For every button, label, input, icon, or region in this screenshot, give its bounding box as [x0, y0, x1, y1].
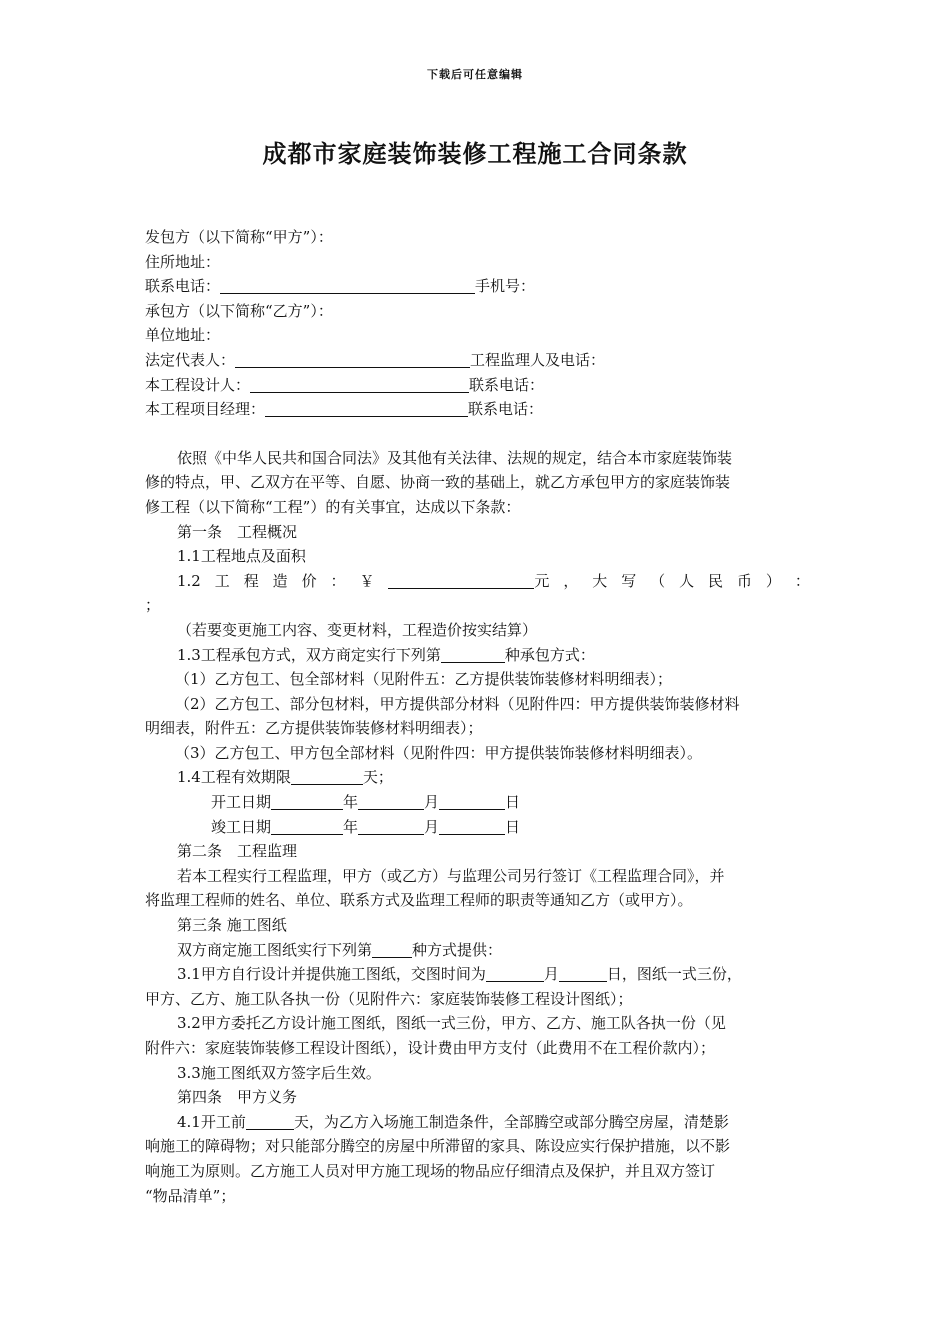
year-blank — [271, 793, 343, 810]
year-label: 年 — [343, 793, 359, 812]
clause-token: ， — [563, 571, 579, 590]
designer-blank — [250, 376, 469, 393]
manager-label: 本工程项目经理： — [145, 400, 266, 419]
designer-phone-label: 联系电话： — [469, 375, 545, 394]
article-1 — [145, 520, 810, 840]
method-blank — [372, 941, 412, 958]
intro-line: 依照《中华人民共和国合同法》及其他有关法律、法规的规定，结合本市家庭装饰装 — [177, 448, 733, 467]
clause-text: 4.1开工前 — [177, 1112, 246, 1131]
method-blank — [441, 646, 505, 663]
end-date-label: 竣工日期 — [211, 817, 272, 836]
manager-line — [145, 397, 810, 422]
clause-token: 币 — [736, 571, 752, 590]
option-2: （2）乙方包工、部分包材料，甲方提供部分材料（见附件四：甲方提供装饰装修材料 — [175, 694, 740, 713]
legal-rep-line — [145, 348, 810, 373]
paragraph-line: 响施工为原则。乙方施工人员对甲方施工现场的物品应仔细清点及保护，并且双方签订 — [145, 1161, 716, 1180]
clause-text: 1.3工程承包方式，双方商定实行下列第 — [177, 645, 441, 664]
day-label: 日 — [505, 793, 521, 812]
month-label: 月 — [543, 965, 559, 984]
clause-token: 民 — [708, 571, 724, 590]
day-blank — [439, 818, 505, 835]
spacer — [145, 422, 810, 446]
designer-line — [145, 373, 810, 398]
paragraph-line: 将监理工程师的姓名、单位、联系方式及监理工程师的职责等通知乙方（或甲方）。 — [145, 891, 693, 910]
legal-rep-blank — [235, 351, 470, 368]
clause-token: ￥ — [359, 571, 375, 590]
day-blank — [439, 793, 505, 810]
clause-text: 3.1甲方自行设计并提供施工图纸，交图时间为 — [177, 965, 486, 984]
article-heading: 第二条 工程监理 — [177, 842, 298, 861]
clause-token: 写 — [621, 571, 637, 590]
clause-1-1: 1.1工程地点及面积 — [177, 547, 306, 566]
clause-token: 价 — [301, 571, 317, 590]
intro-line: 修工程（以下简称“工程”）的有关事宜，达成以下条款： — [145, 497, 521, 516]
contractor-line — [145, 299, 810, 324]
option-3: （3）乙方包工、甲方包全部材料（见附件四：甲方提供装饰装修材料明细表）。 — [175, 743, 703, 762]
option-1: （1）乙方包工、包全部材料（见附件五：乙方提供装饰装修材料明细表）； — [175, 670, 673, 689]
employer-label: 发包方（以下简称“甲方”）： — [145, 228, 333, 246]
clause-3-1 — [145, 962, 810, 987]
clause-text: 天； — [362, 768, 393, 787]
intro-line: 修的特点，甲、乙双方在平等、自愿、协商一致的基础上，就乙方承包甲方的家庭装饰装 — [145, 473, 731, 492]
paragraph-line: 甲方、乙方、施工队各执一份（见附件六：家庭装饰装修工程设计图纸）； — [145, 989, 633, 1008]
parties-block — [145, 225, 810, 422]
clause-token: 人 — [679, 571, 695, 590]
clause-token: 大 — [592, 571, 608, 590]
clause-token: 程 — [243, 571, 259, 590]
period-blank — [291, 768, 363, 785]
clause-text: 日，图纸一式三份， — [606, 965, 742, 984]
year-label: 年 — [343, 817, 359, 836]
address-line — [145, 250, 810, 275]
clause-token: 1.2 — [177, 571, 201, 590]
month-blank — [486, 965, 544, 982]
end-date-line — [145, 815, 810, 840]
clause-text: 种方式提供： — [412, 940, 503, 959]
paragraph-line: 响施工的障碍物；对只能部分腾空的房屋中所滞留的家具、陈设应实行保护措施，以不影 — [145, 1137, 731, 1156]
clause-token: 造 — [272, 571, 288, 590]
phone-label: 联系电话： — [145, 277, 221, 296]
address-label: 住所地址： — [145, 252, 221, 271]
yuan-label: 元 — [534, 571, 550, 590]
clause-3-3: 3.3施工图纸双方签字后生效。 — [177, 1063, 381, 1082]
month-blank — [358, 818, 424, 835]
article-3 — [145, 913, 810, 1085]
paragraph-line: 附件六：家庭装饰装修工程设计图纸），设计费由甲方支付（此费用不在工程价款内）； — [145, 1039, 716, 1057]
unit-address-line — [145, 323, 810, 348]
legal-rep-label: 法定代表人： — [145, 350, 236, 369]
price-note: （若要变更施工内容、变更材料，工程造价按实结算） — [177, 620, 538, 639]
paragraph-line: 若本工程实行工程监理，甲方（或乙方）与监理公司另行签订《工程监理合同》，并 — [177, 866, 725, 885]
paragraph-line: “物品清单”； — [145, 1186, 236, 1205]
manager-blank — [265, 400, 468, 417]
day-label: 日 — [505, 817, 521, 836]
phone-line — [145, 274, 810, 299]
clause-text: 双方商定施工图纸实行下列第 — [177, 940, 373, 959]
clause-token: （ — [650, 571, 666, 590]
drawing-method-line — [145, 938, 810, 963]
price-blank — [388, 572, 534, 589]
clause-text: 1.4工程有效期限 — [177, 768, 291, 787]
year-blank — [271, 818, 343, 835]
price-blank-group — [388, 569, 549, 594]
month-blank — [358, 793, 424, 810]
phone-blank — [220, 277, 475, 294]
article-heading: 第一条 工程概况 — [177, 522, 298, 541]
clause-1-2 — [145, 569, 810, 594]
employer-line — [145, 225, 810, 250]
contract-body — [145, 225, 810, 1208]
header-note: 下载后可任意编辑 — [427, 68, 523, 81]
article-heading: 第四条 甲方义务 — [177, 1088, 298, 1107]
manager-phone-label: 联系电话： — [468, 400, 544, 419]
clause-text: 天，为乙方入场施工制造条件，全部腾空或部分腾空房屋，清楚影 — [293, 1112, 729, 1131]
day-blank — [559, 965, 607, 982]
clause-3-2: 3.2甲方委托乙方设计施工图纸，图纸一式三份，甲方、乙方、施工队各执一份（见 — [177, 1014, 726, 1033]
article-4 — [145, 1085, 810, 1208]
contractor-label: 承包方（以下简称“乙方”）： — [145, 301, 333, 320]
clause-token: ） — [765, 571, 781, 590]
clause-4-1 — [145, 1110, 810, 1135]
clause-token: 工 — [214, 571, 230, 590]
month-label: 月 — [424, 817, 440, 836]
clause-token: ： — [330, 571, 346, 590]
clause-1-3 — [145, 643, 810, 668]
intro-paragraph — [145, 446, 810, 520]
clause-token: ： — [794, 571, 810, 590]
clause-1-2-end: ； — [145, 596, 161, 615]
article-2 — [145, 839, 810, 913]
option-2-cont: 明细表，附件五：乙方提供装饰装修材料明细表）； — [145, 719, 483, 738]
mobile-label: 手机号： — [475, 277, 536, 296]
supervisor-label: 工程监理人及电话： — [470, 350, 606, 369]
unit-address-label: 单位地址： — [145, 326, 221, 345]
article-heading: 第三条 施工图纸 — [177, 916, 287, 935]
page-title: 成都市家庭装饰装修工程施工合同条款 — [262, 139, 688, 168]
designer-label: 本工程设计人： — [145, 375, 251, 394]
start-date-line — [145, 790, 810, 815]
start-date-label: 开工日期 — [211, 793, 272, 812]
days-blank — [246, 1113, 294, 1130]
month-label: 月 — [424, 793, 440, 812]
clause-1-4 — [145, 765, 810, 790]
clause-text: 种承包方式： — [504, 645, 595, 664]
